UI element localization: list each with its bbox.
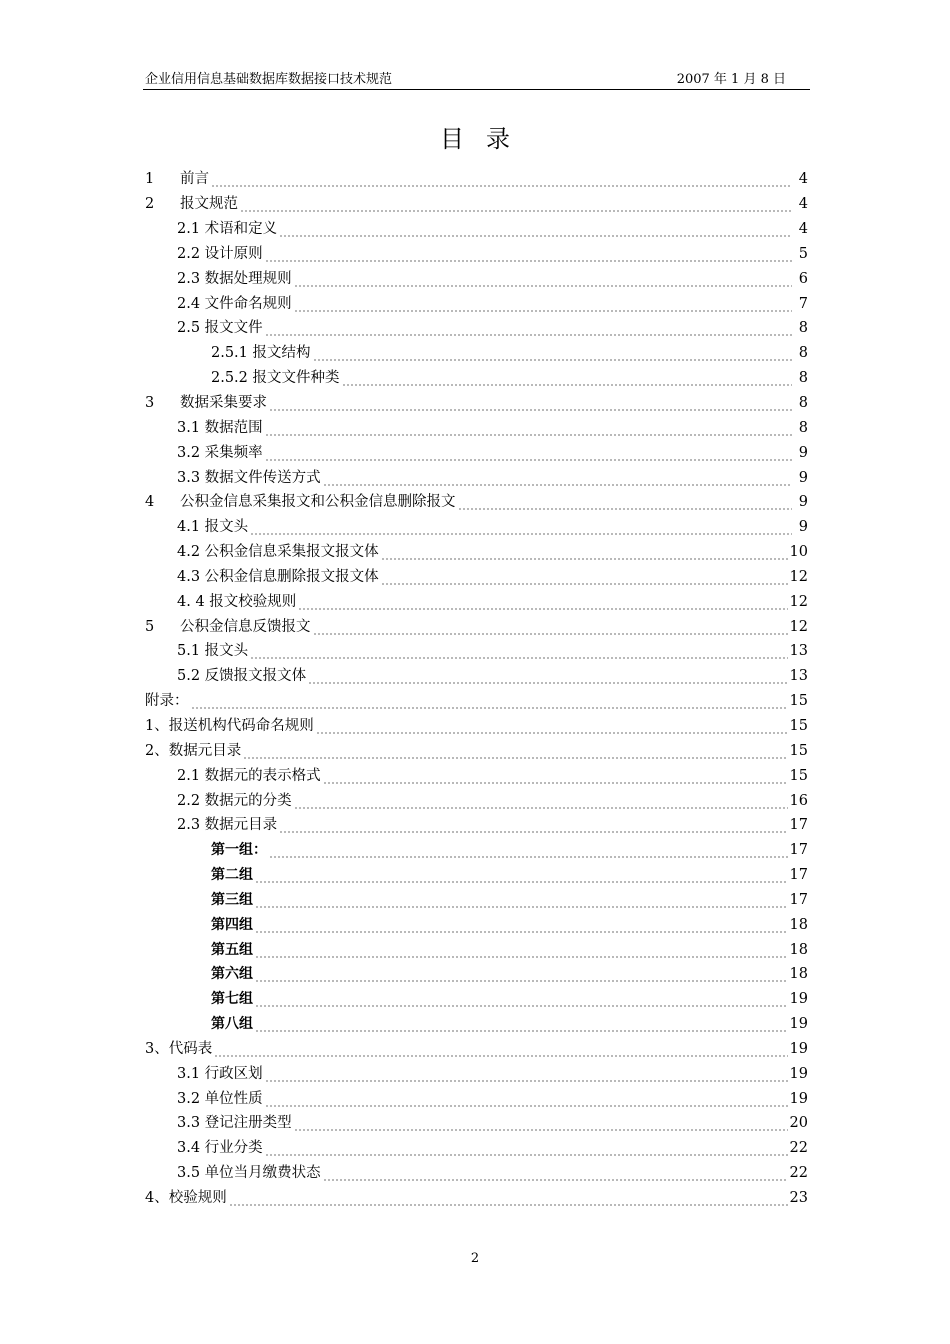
toc-dot-leader <box>298 592 787 612</box>
toc-entry[interactable] <box>143 1186 808 1211</box>
toc-entry-label: 第八组 <box>211 1016 253 1033</box>
toc-entry-page: 10 <box>789 544 808 561</box>
toc-entry[interactable] <box>143 962 808 987</box>
toc-entry-label: 公积金信息采集报文和公积金信息删除报文 <box>180 494 456 511</box>
toc-entry[interactable] <box>143 415 808 440</box>
toc-dot-leader <box>294 791 788 811</box>
toc-entry-label: 3.3 登记注册类型 <box>177 1115 292 1132</box>
toc-entry[interactable] <box>143 440 808 465</box>
toc-entry-label: 2.5.2 报文文件种类 <box>211 370 340 387</box>
toc-entry[interactable] <box>143 1061 808 1086</box>
toc-entry[interactable] <box>143 614 808 639</box>
toc-entry-page: 4 <box>798 171 808 188</box>
toc-entry[interactable] <box>143 813 808 838</box>
toc-dot-leader <box>323 468 792 488</box>
toc-dot-leader <box>279 219 792 239</box>
toc-entry-label: 3.1 行政区划 <box>177 1065 263 1082</box>
toc-entry[interactable] <box>143 341 808 366</box>
toc-dot-leader <box>255 989 788 1009</box>
toc-dot-leader <box>313 617 788 637</box>
toc-entry-page: 15 <box>789 767 808 784</box>
toc-entry[interactable] <box>143 316 808 341</box>
toc-entry[interactable] <box>143 912 808 937</box>
toc-entry-number: 2 <box>145 196 155 213</box>
toc-entry[interactable] <box>143 763 808 788</box>
toc-dot-leader <box>323 766 788 786</box>
toc-entry[interactable] <box>143 291 808 316</box>
toc-entry-page: 9 <box>798 494 808 511</box>
toc-entry-label: 4. 4 报文校验规则 <box>177 593 297 610</box>
toc-dot-leader <box>255 940 788 960</box>
toc-entry-label: 公积金信息反馈报文 <box>180 618 311 635</box>
toc-entry-label: 报文规范 <box>180 196 238 213</box>
toc-entry-page: 20 <box>789 1115 808 1132</box>
toc-dot-leader <box>294 294 792 314</box>
page-number: 2 <box>470 1251 480 1266</box>
toc-entry-label: 5.2 反馈报文报文体 <box>177 668 307 685</box>
toc-dot-leader <box>229 1188 788 1208</box>
toc-dot-leader <box>255 865 788 885</box>
toc-entry[interactable] <box>143 1012 808 1037</box>
toc-entry-page: 8 <box>798 419 808 436</box>
toc-dot-leader <box>265 244 792 264</box>
toc-entry[interactable] <box>143 1136 808 1161</box>
toc-entry-label: 3.2 采集频率 <box>177 444 263 461</box>
toc-entry-label: 第四组 <box>211 916 253 933</box>
toc-entry-page: 9 <box>798 469 808 486</box>
toc-entry-page: 17 <box>789 891 808 908</box>
toc-entry-label: 4.2 公积金信息采集报文报文体 <box>177 544 379 561</box>
toc-dot-leader <box>316 716 788 736</box>
toc-entry-label: 2.5.1 报文结构 <box>211 345 311 362</box>
toc-entry[interactable] <box>143 217 808 242</box>
toc-entry-number: 5 <box>145 618 155 635</box>
toc-entry-label: 2.5 报文文件 <box>177 320 263 337</box>
toc-entry[interactable] <box>143 788 808 813</box>
toc-entry-page: 7 <box>798 295 808 312</box>
toc-entry-page: 17 <box>789 867 808 884</box>
toc-entry-page: 13 <box>789 668 808 685</box>
toc-entry-label: 附录： <box>145 693 189 710</box>
toc-entry[interactable] <box>143 242 808 267</box>
toc-entry-label: 前言 <box>180 171 209 188</box>
toc-entry-page: 13 <box>789 643 808 660</box>
toc-dot-leader <box>294 1113 788 1133</box>
toc-entry-label: 4.3 公积金信息删除报文报文体 <box>177 568 379 585</box>
toc-dot-leader <box>342 368 792 388</box>
toc-entry[interactable] <box>143 1161 808 1186</box>
toc-entry[interactable] <box>143 1111 808 1136</box>
table-of-contents <box>143 167 808 1210</box>
header-document-title: 企业信用信息基础数据库数据接口技术规范 <box>145 72 393 87</box>
toc-entry-page: 5 <box>798 245 808 262</box>
toc-entry-page: 15 <box>789 717 808 734</box>
toc-entry-label: 第一组： <box>211 842 267 859</box>
toc-entry-page: 16 <box>789 792 808 809</box>
toc-entry-page: 17 <box>789 817 808 834</box>
toc-entry-label: 2.4 文件命名规则 <box>177 295 292 312</box>
toc-entry-label: 3、代码表 <box>145 1040 213 1057</box>
toc-entry-label: 3.3 数据文件传送方式 <box>177 469 321 486</box>
toc-entry-page: 12 <box>789 568 808 585</box>
toc-entry-page: 23 <box>789 1190 808 1207</box>
toc-entry[interactable] <box>143 565 808 590</box>
toc-entry-page: 9 <box>798 444 808 461</box>
toc-dot-leader <box>294 269 792 289</box>
toc-entry[interactable] <box>143 937 808 962</box>
toc-entry[interactable] <box>143 515 808 540</box>
toc-dot-leader <box>240 194 792 214</box>
toc-entry-page: 18 <box>789 941 808 958</box>
toc-entry[interactable] <box>143 465 808 490</box>
toc-entry[interactable] <box>143 540 808 565</box>
toc-dot-leader <box>265 418 792 438</box>
toc-entry-label: 第六组 <box>211 966 253 983</box>
toc-entry-label: 4.1 报文头 <box>177 519 249 536</box>
toc-entry-number: 1 <box>145 171 155 188</box>
toc-entry-page: 4 <box>798 196 808 213</box>
page-header <box>143 71 810 90</box>
toc-entry-label: 2.3 数据处理规则 <box>177 270 292 287</box>
toc-entry[interactable] <box>143 689 808 714</box>
toc-entry[interactable] <box>143 490 808 515</box>
toc-dot-leader <box>250 517 792 537</box>
toc-entry[interactable] <box>143 738 808 763</box>
toc-entry[interactable] <box>143 664 808 689</box>
toc-entry-label: 第二组 <box>211 867 253 884</box>
toc-entry-label: 2.1 数据元的表示格式 <box>177 767 321 784</box>
header-date: 2007 年 1 月 8 日 <box>676 72 786 87</box>
toc-entry[interactable] <box>143 1037 808 1062</box>
toc-dot-leader <box>265 1064 788 1084</box>
toc-dot-leader <box>308 666 787 686</box>
toc-entry-page: 8 <box>798 345 808 362</box>
toc-dot-leader <box>214 1039 787 1059</box>
toc-entry[interactable] <box>143 887 808 912</box>
toc-entry-label: 1、报送机构代码命名规则 <box>145 717 314 734</box>
toc-title: 目录 <box>440 125 532 153</box>
toc-entry-page: 18 <box>789 966 808 983</box>
toc-dot-leader <box>313 343 792 363</box>
toc-entry-label: 4、校验规则 <box>145 1190 227 1207</box>
toc-entry-label: 3.4 行业分类 <box>177 1140 263 1157</box>
toc-dot-leader <box>265 1138 788 1158</box>
toc-entry[interactable] <box>143 1086 808 1111</box>
toc-entry-page: 8 <box>798 395 808 412</box>
toc-entry[interactable] <box>143 589 808 614</box>
toc-entry-page: 18 <box>789 916 808 933</box>
toc-entry[interactable] <box>143 391 808 416</box>
toc-entry-page: 12 <box>789 618 808 635</box>
toc-entry-label: 3.2 单位性质 <box>177 1090 263 1107</box>
toc-dot-leader <box>211 169 792 189</box>
toc-dot-leader <box>255 890 788 910</box>
toc-dot-leader <box>458 492 793 512</box>
toc-entry-page: 8 <box>798 320 808 337</box>
toc-entry-page: 4 <box>798 221 808 238</box>
toc-entry-number: 4 <box>145 494 155 511</box>
toc-dot-leader <box>265 443 792 463</box>
toc-entry-page: 19 <box>789 991 808 1008</box>
toc-entry-page: 9 <box>798 519 808 536</box>
toc-entry-page: 19 <box>789 1090 808 1107</box>
toc-dot-leader <box>191 691 788 711</box>
toc-entry-label: 第七组 <box>211 991 253 1008</box>
toc-dot-leader <box>265 1089 788 1109</box>
toc-entry[interactable] <box>143 366 808 391</box>
toc-dot-leader <box>243 741 787 761</box>
toc-entry-number: 3 <box>145 395 155 412</box>
toc-entry-page: 22 <box>789 1165 808 1182</box>
toc-entry-page: 19 <box>789 1016 808 1033</box>
toc-entry[interactable] <box>143 863 808 888</box>
toc-entry-label: 第三组 <box>211 891 253 908</box>
toc-entry-page: 12 <box>789 593 808 610</box>
toc-entry[interactable] <box>143 987 808 1012</box>
toc-entry[interactable] <box>143 192 808 217</box>
toc-dot-leader <box>255 915 788 935</box>
toc-entry[interactable] <box>143 639 808 664</box>
toc-dot-leader <box>255 964 788 984</box>
toc-entry-label: 2、数据元目录 <box>145 742 242 759</box>
toc-entry-label: 3.5 单位当月缴费状态 <box>177 1165 321 1182</box>
toc-dot-leader <box>250 641 787 661</box>
toc-entry-label: 2.2 数据元的分类 <box>177 792 292 809</box>
toc-entry-label: 5.1 报文头 <box>177 643 249 660</box>
toc-entry-label: 3.1 数据范围 <box>177 419 263 436</box>
toc-entry-page: 15 <box>789 693 808 710</box>
toc-entry-label: 2.1 术语和定义 <box>177 221 278 238</box>
toc-dot-leader <box>381 542 788 562</box>
toc-entry-page: 8 <box>798 370 808 387</box>
toc-entry[interactable] <box>143 266 808 291</box>
toc-dot-leader <box>279 815 787 835</box>
toc-entry-label: 2.3 数据元目录 <box>177 817 278 834</box>
toc-entry-label: 2.2 设计原则 <box>177 245 263 262</box>
toc-entry-page: 19 <box>789 1065 808 1082</box>
toc-entry-page: 22 <box>789 1140 808 1157</box>
toc-entry-page: 6 <box>798 270 808 287</box>
toc-entry[interactable] <box>143 167 808 192</box>
toc-dot-leader <box>255 1014 788 1034</box>
toc-entry-page: 17 <box>789 842 808 859</box>
toc-entry-label: 数据采集要求 <box>180 395 267 412</box>
toc-dot-leader <box>269 840 788 860</box>
toc-dot-leader <box>265 318 792 338</box>
toc-entry[interactable] <box>143 714 808 739</box>
toc-entry-page: 15 <box>789 742 808 759</box>
toc-dot-leader <box>269 393 792 413</box>
toc-entry-label: 第五组 <box>211 941 253 958</box>
toc-dot-leader <box>381 567 788 587</box>
toc-entry[interactable] <box>143 838 808 863</box>
toc-dot-leader <box>323 1163 788 1183</box>
toc-entry-page: 19 <box>789 1040 808 1057</box>
